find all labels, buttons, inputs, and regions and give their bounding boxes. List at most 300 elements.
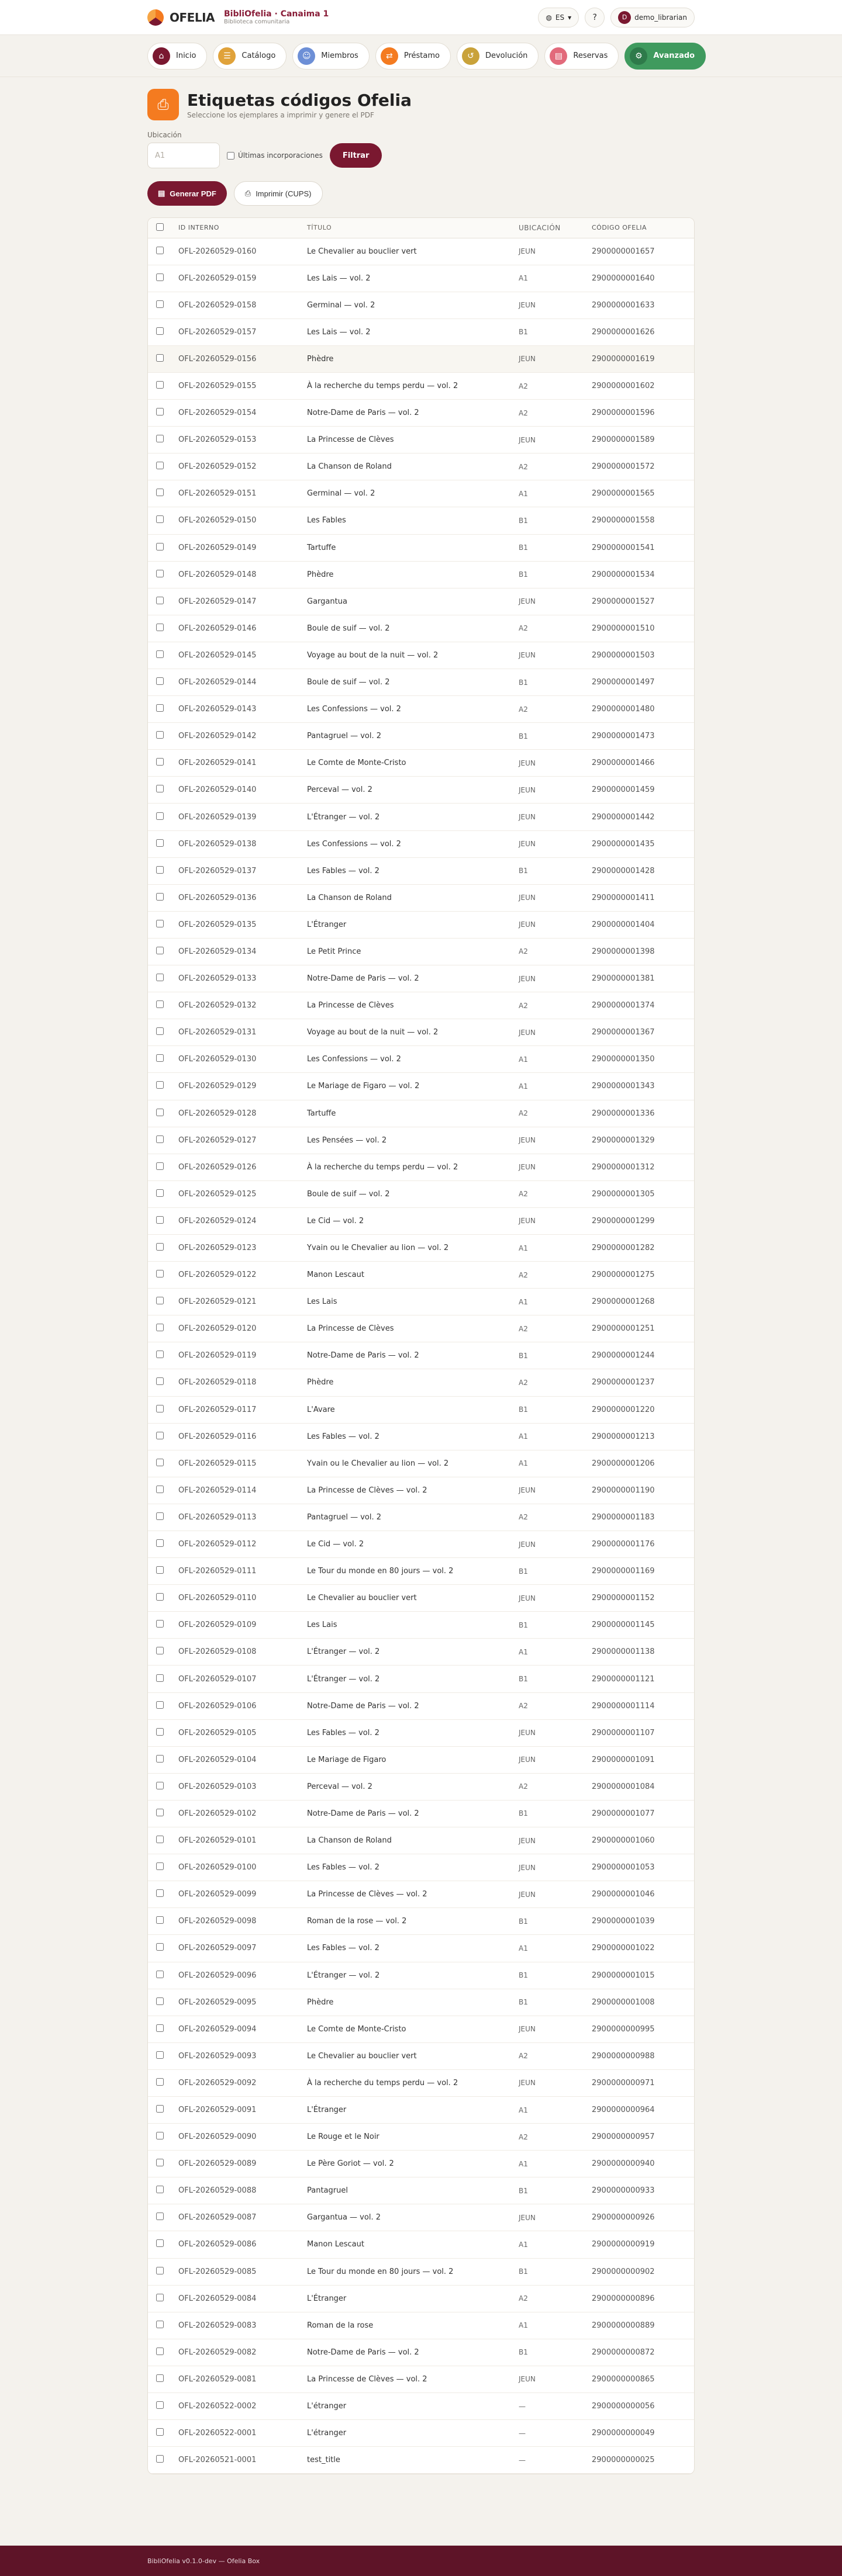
cell-title: L'étranger: [307, 2393, 519, 2420]
table-row[interactable]: [148, 2420, 694, 2447]
language-selector[interactable]: [538, 8, 579, 27]
table-row[interactable]: [148, 507, 694, 534]
row-checkbox[interactable]: [156, 839, 164, 847]
table-row[interactable]: [148, 2447, 694, 2474]
row-checkbox[interactable]: [156, 1216, 164, 1224]
page-title: Etiquetas códigos Ofelia: [187, 90, 412, 110]
row-checkbox[interactable]: [156, 1889, 164, 1897]
cell-title: test_title: [307, 2447, 519, 2474]
row-checkbox[interactable]: [156, 1674, 164, 1682]
tab-miembros[interactable]: [292, 43, 370, 70]
cell-title: Gargantua: [307, 588, 519, 615]
cell-location: A1: [519, 1073, 592, 1100]
cell-code: 2900000001145: [592, 1612, 694, 1639]
row-checkbox[interactable]: [156, 2267, 164, 2274]
table-row[interactable]: [148, 345, 694, 372]
table-row[interactable]: [148, 2366, 694, 2393]
table-row[interactable]: [148, 453, 694, 480]
row-checkbox[interactable]: [156, 920, 164, 927]
row-checkbox[interactable]: [156, 1162, 164, 1170]
table-row[interactable]: [148, 1504, 694, 1531]
table-row[interactable]: [148, 911, 694, 938]
row-checkbox[interactable]: [156, 1243, 164, 1251]
row-select-cell: [148, 938, 178, 965]
cell-title: Germinal — vol. 2: [307, 480, 519, 507]
table-row[interactable]: [148, 1396, 694, 1423]
row-checkbox[interactable]: [156, 1189, 164, 1197]
table-row[interactable]: [148, 2339, 694, 2366]
table-row[interactable]: [148, 1881, 694, 1908]
table-row[interactable]: [148, 992, 694, 1019]
table-row[interactable]: [148, 1989, 694, 2016]
cell-code: 2900000001503: [592, 642, 694, 669]
row-checkbox[interactable]: [156, 758, 164, 766]
cell-code: 2900000000865: [592, 2366, 694, 2393]
table-row[interactable]: [148, 1612, 694, 1639]
cell-code: 2900000001312: [592, 1154, 694, 1180]
row-checkbox[interactable]: [156, 1728, 164, 1736]
row-checkbox[interactable]: [156, 1486, 164, 1493]
row-checkbox[interactable]: [156, 650, 164, 658]
row-checkbox[interactable]: [156, 1862, 164, 1870]
column-header-location: UBICACIÓN: [519, 218, 592, 238]
cell-location: JEUN: [519, 777, 592, 804]
table-row[interactable]: [148, 857, 694, 884]
table-row[interactable]: [148, 1692, 694, 1719]
row-checkbox[interactable]: [156, 1809, 164, 1816]
language-value: ES: [555, 13, 565, 22]
cell-title: L'Étranger — vol. 2: [307, 804, 519, 830]
table-row[interactable]: [148, 1666, 694, 1692]
row-checkbox[interactable]: [156, 2051, 164, 2059]
table-row[interactable]: [148, 1935, 694, 1962]
table-row[interactable]: [148, 265, 694, 292]
cell-id: OFL-20260529-0148: [178, 561, 307, 588]
tab-reservas[interactable]: [544, 43, 619, 70]
row-checkbox[interactable]: [156, 462, 164, 469]
table-row[interactable]: [148, 561, 694, 588]
cell-code: 2900000001336: [592, 1100, 694, 1127]
cell-location: A1: [519, 2096, 592, 2123]
table-row[interactable]: [148, 669, 694, 696]
row-select-cell: [148, 1315, 178, 1342]
row-checkbox[interactable]: [156, 2294, 164, 2301]
row-checkbox[interactable]: [156, 893, 164, 901]
cell-id: OFL-20260529-0125: [178, 1180, 307, 1207]
table-row[interactable]: [148, 750, 694, 777]
row-checkbox[interactable]: [156, 570, 164, 577]
tab-icon: ▤: [550, 47, 567, 65]
row-checkbox[interactable]: [156, 2455, 164, 2463]
cell-id: OFL-20260529-0140: [178, 777, 307, 804]
row-select-cell: [148, 372, 178, 399]
row-checkbox[interactable]: [156, 1027, 164, 1035]
cell-title: Pantagruel — vol. 2: [307, 1504, 519, 1531]
tab-devolucion[interactable]: [457, 43, 539, 70]
row-checkbox[interactable]: [156, 1109, 164, 1116]
table-row[interactable]: [148, 1207, 694, 1234]
cell-code: 2900000000056: [592, 2393, 694, 2420]
table-row[interactable]: [148, 1127, 694, 1154]
row-select-cell: [148, 345, 178, 372]
table-row[interactable]: [148, 1100, 694, 1127]
table-row[interactable]: [148, 965, 694, 992]
cell-title: Germinal — vol. 2: [307, 292, 519, 318]
cell-title: Voyage au bout de la nuit — vol. 2: [307, 1019, 519, 1046]
table-row[interactable]: [148, 2258, 694, 2285]
cell-code: 2900000001435: [592, 830, 694, 857]
row-select-cell: [148, 1369, 178, 1396]
row-checkbox[interactable]: [156, 866, 164, 874]
table-row[interactable]: [148, 480, 694, 507]
table-row[interactable]: [148, 427, 694, 453]
cell-id: OFL-20260529-0110: [178, 1585, 307, 1612]
row-checkbox[interactable]: [156, 247, 164, 254]
table-row[interactable]: [148, 642, 694, 669]
cell-id: OFL-20260529-0114: [178, 1477, 307, 1504]
row-checkbox[interactable]: [156, 2186, 164, 2193]
cell-title: Le Mariage de Figaro — vol. 2: [307, 1073, 519, 1100]
cell-id: OFL-20260529-0089: [178, 2151, 307, 2177]
cell-id: OFL-20260529-0105: [178, 1719, 307, 1746]
table-row[interactable]: [148, 1827, 694, 1854]
cell-id: OFL-20260529-0111: [178, 1558, 307, 1585]
row-checkbox[interactable]: [156, 2401, 164, 2409]
table-row[interactable]: [148, 1342, 694, 1369]
table-row[interactable]: [148, 1477, 694, 1504]
recent-checkbox[interactable]: [227, 152, 234, 160]
row-select-cell: [148, 1019, 178, 1046]
table-row[interactable]: [148, 1450, 694, 1477]
table-row[interactable]: [148, 2204, 694, 2231]
table-row[interactable]: [148, 2151, 694, 2177]
row-checkbox[interactable]: [156, 543, 164, 550]
location-input[interactable]: [147, 143, 220, 168]
row-checkbox[interactable]: [156, 435, 164, 442]
row-checkbox[interactable]: [156, 812, 164, 820]
cell-location: —: [519, 2393, 592, 2420]
cell-title: La Princesse de Clèves: [307, 992, 519, 1019]
row-checkbox[interactable]: [156, 1647, 164, 1654]
row-checkbox[interactable]: [156, 1135, 164, 1143]
cell-code: 2900000000933: [592, 2177, 694, 2204]
page-heading-block: [187, 91, 412, 119]
row-checkbox[interactable]: [156, 1997, 164, 2005]
table-row[interactable]: [148, 723, 694, 750]
row-select-cell: [148, 1639, 178, 1666]
cell-title: Phèdre: [307, 561, 519, 588]
row-checkbox[interactable]: [156, 1566, 164, 1574]
row-checkbox[interactable]: [156, 1432, 164, 1439]
cell-location: A1: [519, 1234, 592, 1261]
cell-id: OFL-20260529-0124: [178, 1207, 307, 1234]
footer-text: BibliOfelia v0.1.0-dev — Ofelia Box: [147, 2557, 260, 2565]
row-checkbox[interactable]: [156, 1081, 164, 1089]
select-all-checkbox[interactable]: [156, 223, 164, 231]
cell-location: JEUN: [519, 1207, 592, 1234]
row-checkbox[interactable]: [156, 1539, 164, 1547]
table-row[interactable]: [148, 2096, 694, 2123]
row-checkbox[interactable]: [156, 1459, 164, 1466]
cell-title: Boule de suif — vol. 2: [307, 1180, 519, 1207]
table-row[interactable]: [148, 1719, 694, 1746]
cell-location: B1: [519, 723, 592, 750]
row-checkbox[interactable]: [156, 2078, 164, 2086]
cell-location: —: [519, 2420, 592, 2447]
cell-title: Les Fables — vol. 2: [307, 1719, 519, 1746]
table-row[interactable]: [148, 1369, 694, 1396]
table-row[interactable]: [148, 1908, 694, 1935]
table-row[interactable]: [148, 318, 694, 345]
generate-pdf-button[interactable]: [147, 181, 227, 206]
table-row[interactable]: [148, 1854, 694, 1881]
table-row[interactable]: [148, 2016, 694, 2042]
cell-code: 2900000001299: [592, 1207, 694, 1234]
table-row[interactable]: [148, 238, 694, 265]
row-checkbox[interactable]: [156, 381, 164, 389]
cell-code: 2900000001114: [592, 1692, 694, 1719]
row-checkbox[interactable]: [156, 1836, 164, 1843]
table-row[interactable]: [148, 938, 694, 965]
table-row[interactable]: [148, 830, 694, 857]
row-checkbox[interactable]: [156, 1405, 164, 1412]
row-checkbox[interactable]: [156, 2213, 164, 2220]
row-checkbox[interactable]: [156, 1755, 164, 1763]
cell-code: 2900000001398: [592, 938, 694, 965]
row-checkbox[interactable]: [156, 300, 164, 308]
table-row[interactable]: [148, 2231, 694, 2258]
cell-code: 2900000000988: [592, 2042, 694, 2069]
table-row[interactable]: [148, 1639, 694, 1666]
table-row[interactable]: [148, 2042, 694, 2069]
cell-id: OFL-20260529-0108: [178, 1639, 307, 1666]
row-checkbox[interactable]: [156, 2321, 164, 2328]
table-row[interactable]: [148, 884, 694, 911]
row-checkbox[interactable]: [156, 354, 164, 362]
row-checkbox[interactable]: [156, 974, 164, 981]
cell-location: B1: [519, 1612, 592, 1639]
row-checkbox[interactable]: [156, 2024, 164, 2032]
cell-code: 2900000001039: [592, 1908, 694, 1935]
cell-id: OFL-20260529-0151: [178, 480, 307, 507]
cell-code: 2900000000940: [592, 2151, 694, 2177]
help-button[interactable]: [585, 8, 605, 27]
table-row[interactable]: [148, 696, 694, 723]
cell-title: Les Lais: [307, 1289, 519, 1315]
row-checkbox[interactable]: [156, 2239, 164, 2247]
cell-id: OFL-20260529-0135: [178, 911, 307, 938]
chevron-down-icon: ▾: [568, 13, 572, 22]
row-checkbox[interactable]: [156, 624, 164, 631]
row-checkbox[interactable]: [156, 947, 164, 954]
row-checkbox[interactable]: [156, 489, 164, 496]
tab-avanzado[interactable]: [624, 43, 706, 70]
table-row[interactable]: [148, 1585, 694, 1612]
row-checkbox[interactable]: [156, 273, 164, 281]
cell-title: La Princesse de Clèves — vol. 2: [307, 1881, 519, 1908]
table-row[interactable]: [148, 1558, 694, 1585]
cell-location: B1: [519, 1666, 592, 1692]
cell-id: OFL-20260529-0086: [178, 2231, 307, 2258]
row-checkbox[interactable]: [156, 1297, 164, 1304]
cell-location: B1: [519, 507, 592, 534]
tab-inicio[interactable]: [147, 43, 207, 70]
row-checkbox[interactable]: [156, 1512, 164, 1520]
cell-id: OFL-20260529-0091: [178, 2096, 307, 2123]
table-row[interactable]: [148, 1046, 694, 1073]
username: demo_librarian: [634, 13, 687, 22]
cell-title: Le Chevalier au bouclier vert: [307, 238, 519, 265]
cell-code: 2900000001008: [592, 1989, 694, 2016]
cell-code: 2900000000919: [592, 2231, 694, 2258]
table-row[interactable]: [148, 588, 694, 615]
table-row[interactable]: [148, 615, 694, 642]
cell-id: OFL-20260529-0095: [178, 1989, 307, 2016]
cell-id: OFL-20260529-0123: [178, 1234, 307, 1261]
table-row[interactable]: [148, 2177, 694, 2204]
table-row[interactable]: [148, 1746, 694, 1773]
row-select-cell: [148, 507, 178, 534]
row-checkbox[interactable]: [156, 1377, 164, 1385]
table-row[interactable]: [148, 2069, 694, 2096]
row-select-cell: [148, 2177, 178, 2204]
row-checkbox[interactable]: [156, 1270, 164, 1277]
cell-id: OFL-20260529-0081: [178, 2366, 307, 2393]
row-select-cell: [148, 238, 178, 265]
cell-code: 2900000001282: [592, 1234, 694, 1261]
table-row[interactable]: [148, 1423, 694, 1450]
row-checkbox[interactable]: [156, 731, 164, 739]
tab-catalogo[interactable]: [213, 43, 287, 70]
row-checkbox[interactable]: [156, 704, 164, 712]
table-row[interactable]: [148, 1262, 694, 1289]
tab-icon: ☺: [298, 47, 315, 65]
table-row[interactable]: [148, 804, 694, 830]
row-checkbox[interactable]: [156, 2105, 164, 2113]
row-select-cell: [148, 2420, 178, 2447]
table-row[interactable]: [148, 777, 694, 804]
row-checkbox[interactable]: [156, 2348, 164, 2355]
row-checkbox[interactable]: [156, 1000, 164, 1008]
row-checkbox[interactable]: [156, 327, 164, 335]
cell-title: Manon Lescaut: [307, 1262, 519, 1289]
row-checkbox[interactable]: [156, 408, 164, 416]
row-checkbox[interactable]: [156, 2159, 164, 2166]
table-row[interactable]: [148, 1154, 694, 1180]
table-row[interactable]: [148, 1773, 694, 1800]
cell-location: JEUN: [519, 1127, 592, 1154]
cell-code: 2900000000964: [592, 2096, 694, 2123]
cell-code: 2900000001367: [592, 1019, 694, 1046]
row-checkbox[interactable]: [156, 1324, 164, 1331]
row-checkbox[interactable]: [156, 515, 164, 523]
cell-code: 2900000001084: [592, 1773, 694, 1800]
cell-location: A1: [519, 265, 592, 292]
cell-location: JEUN: [519, 965, 592, 992]
table-row[interactable]: [148, 534, 694, 561]
cell-title: Les Lais — vol. 2: [307, 265, 519, 292]
row-select-cell: [148, 2366, 178, 2393]
table-row[interactable]: [148, 1531, 694, 1558]
row-checkbox[interactable]: [156, 1943, 164, 1951]
table-row[interactable]: [148, 1180, 694, 1207]
recent-filter[interactable]: [227, 151, 323, 160]
table-row[interactable]: [148, 400, 694, 427]
table-row[interactable]: [148, 2393, 694, 2420]
page-subtitle: Seleccione los ejemplares a imprimir y genere el PDF: [187, 110, 374, 119]
filter-button[interactable]: Filtrar: [330, 143, 382, 168]
row-select-cell: [148, 265, 178, 292]
row-checkbox[interactable]: [156, 677, 164, 685]
row-checkbox[interactable]: [156, 2132, 164, 2139]
table-row[interactable]: [148, 1073, 694, 1100]
row-checkbox[interactable]: [156, 2374, 164, 2382]
cell-location: A1: [519, 2231, 592, 2258]
row-checkbox[interactable]: [156, 2428, 164, 2436]
row-checkbox[interactable]: [156, 1054, 164, 1062]
logo-word: OFELIA: [170, 10, 215, 25]
row-select-cell: [148, 884, 178, 911]
row-checkbox[interactable]: [156, 1971, 164, 1978]
cell-title: Notre-Dame de Paris — vol. 2: [307, 2339, 519, 2366]
cell-title: Les Lais — vol. 2: [307, 318, 519, 345]
user-menu[interactable]: [610, 8, 695, 27]
table-row[interactable]: [148, 1234, 694, 1261]
row-select-cell: [148, 318, 178, 345]
cell-id: OFL-20260529-0116: [178, 1423, 307, 1450]
cell-code: 2900000001640: [592, 265, 694, 292]
cell-location: JEUN: [519, 292, 592, 318]
tab-prestamo[interactable]: [375, 43, 451, 70]
row-checkbox[interactable]: [156, 1620, 164, 1628]
cell-title: Perceval — vol. 2: [307, 1773, 519, 1800]
cell-code: 2900000001565: [592, 480, 694, 507]
cell-id: OFL-20260529-0120: [178, 1315, 307, 1342]
table-row[interactable]: [148, 2285, 694, 2312]
row-checkbox[interactable]: [156, 785, 164, 792]
brand[interactable]: [147, 9, 329, 26]
table-row[interactable]: [148, 2124, 694, 2151]
row-checkbox[interactable]: [156, 1593, 164, 1601]
table-row[interactable]: [148, 2312, 694, 2339]
cell-id: OFL-20260529-0137: [178, 857, 307, 884]
cell-id: OFL-20260529-0109: [178, 1612, 307, 1639]
table-row[interactable]: [148, 1019, 694, 1046]
row-checkbox[interactable]: [156, 597, 164, 604]
cell-title: Perceval — vol. 2: [307, 777, 519, 804]
cell-title: Notre-Dame de Paris — vol. 2: [307, 400, 519, 427]
row-checkbox[interactable]: [156, 1701, 164, 1709]
row-checkbox[interactable]: [156, 1351, 164, 1358]
row-checkbox[interactable]: [156, 1916, 164, 1924]
table-row[interactable]: [148, 1962, 694, 1989]
cell-id: OFL-20260529-0085: [178, 2258, 307, 2285]
row-select-cell: [148, 2285, 178, 2312]
table-row[interactable]: [148, 292, 694, 318]
row-select-cell: [148, 2447, 178, 2474]
location-label: Ubicación: [147, 131, 182, 139]
table-row[interactable]: [148, 1800, 694, 1827]
row-select-cell: [148, 1342, 178, 1369]
row-select-cell: [148, 1234, 178, 1261]
table-row[interactable]: [148, 1315, 694, 1342]
cell-code: 2900000001442: [592, 804, 694, 830]
cell-title: L'Étranger: [307, 2096, 519, 2123]
print-cups-button[interactable]: [234, 181, 323, 206]
row-checkbox[interactable]: [156, 1782, 164, 1789]
table-row[interactable]: [148, 372, 694, 399]
table-row[interactable]: [148, 1289, 694, 1315]
